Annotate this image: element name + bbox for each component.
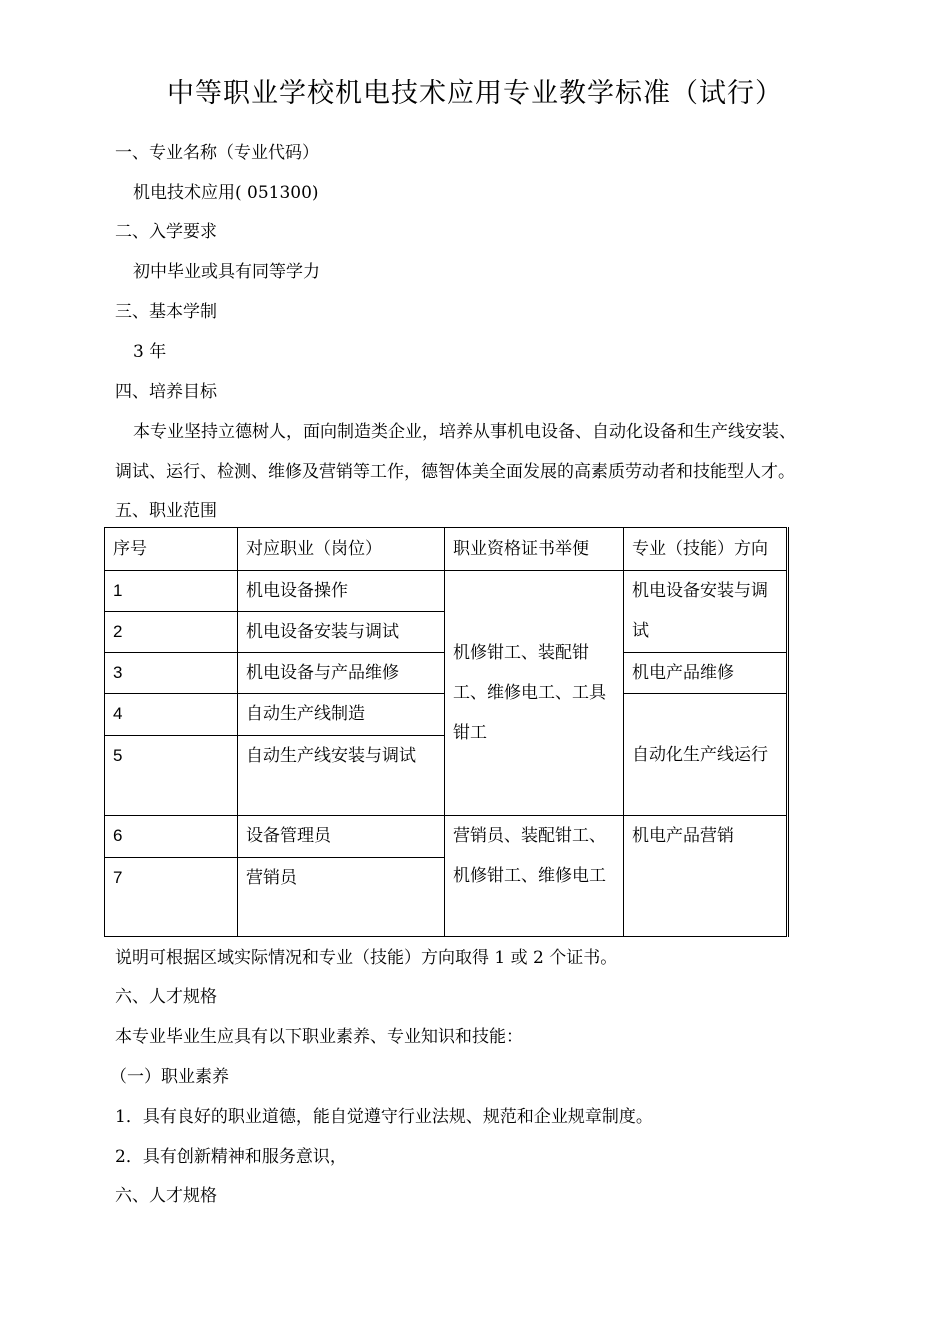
header-no: 序号 <box>105 528 238 571</box>
section-1-heading: 一、专业名称（专业代码） <box>115 143 319 163</box>
row-no: 6 <box>105 816 238 858</box>
row-occupation: 营销员 <box>238 858 445 937</box>
table-row <box>105 816 788 858</box>
header-certificate: 职业资格证书举便 <box>445 528 624 571</box>
document-title: 中等职业学校机电技术应用专业教学标准（试行） <box>167 78 783 109</box>
header-direction: 专业（技能）方向 <box>624 528 788 571</box>
table-header-row <box>105 528 788 571</box>
direction-marketing: 机电产品营销 <box>624 816 788 937</box>
row-occupation: 机电设备与产品维修 <box>238 653 445 694</box>
study-duration: 3 年 <box>133 342 167 362</box>
direction-install-debug: 机电设备安装与调试 <box>624 571 788 653</box>
direction-automation: 自动化生产线运行 <box>624 694 788 816</box>
section-3-heading: 三、基本学制 <box>115 302 217 322</box>
row-occupation: 机电设备操作 <box>238 571 445 612</box>
section-4-heading: 四、培养目标 <box>115 382 217 402</box>
section-6-intro: 本专业毕业生应具有以下职业素养、专业知识和技能： <box>115 1027 523 1047</box>
row-no: 2 <box>105 612 238 653</box>
major-name-code: 机电技术应用( 051300) <box>133 183 319 203</box>
subsection-professional-quality: （一）职业素养 <box>110 1067 229 1087</box>
training-goal-line-2: 调试、运行、检测、维修及营销等工作，德智体美全面发展的高素质劳动者和技能型人才。 <box>115 462 795 482</box>
section-2-heading: 二、入学要求 <box>115 222 217 242</box>
section-5-heading: 五、职业范围 <box>115 501 217 521</box>
section-6-heading: 六、人才规格 <box>115 987 217 1007</box>
certificate-group-1: 机修钳工、装配钳工、维修电工、工具钳工 <box>445 571 624 816</box>
row-occupation: 自动生产线安装与调试 <box>238 736 445 816</box>
direction-repair: 机电产品维修 <box>624 653 788 694</box>
table-row <box>105 571 788 612</box>
list-item-2: 2．具有创新精神和服务意识， <box>115 1147 347 1167</box>
row-occupation: 机电设备安装与调试 <box>238 612 445 653</box>
row-no: 3 <box>105 653 238 694</box>
header-occupation: 对应职业（岗位） <box>238 528 445 571</box>
table-note: 说明可根据区域实际情况和专业（技能）方向取得 1 或 2 个证书。 <box>115 948 618 968</box>
row-occupation: 自动生产线制造 <box>238 694 445 736</box>
list-item-1: 1．具有良好的职业道德，能自觉遵守行业法规、规范和企业规章制度。 <box>115 1107 653 1127</box>
section-6-heading-repeat: 六、人才规格 <box>115 1186 217 1206</box>
row-occupation: 设备管理员 <box>238 816 445 858</box>
row-no: 4 <box>105 694 238 736</box>
row-no: 7 <box>105 858 238 937</box>
row-no: 5 <box>105 736 238 816</box>
occupation-scope-table <box>104 527 789 937</box>
admission-requirement: 初中毕业或具有同等学力 <box>133 262 320 282</box>
training-goal-line-1: 本专业坚持立德树人，面向制造类企业，培养从事机电设备、自动化设备和生产线安装、 <box>133 422 796 442</box>
certificate-group-2: 营销员、装配钳工、机修钳工、维修电工 <box>445 816 624 937</box>
row-no: 1 <box>105 571 238 612</box>
